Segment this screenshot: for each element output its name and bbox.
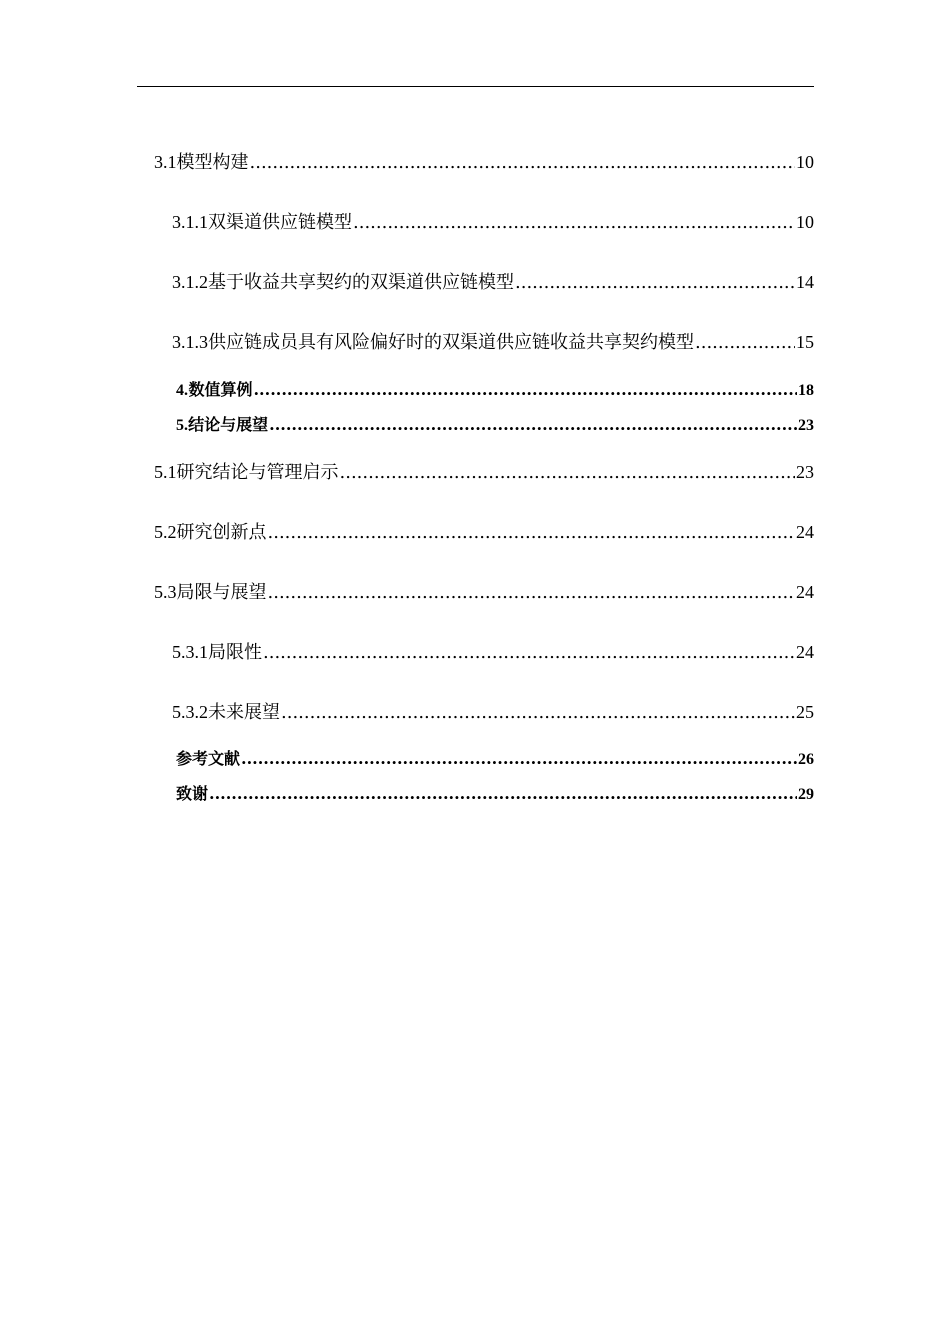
toc-entry-title: 研究创新点 [176, 522, 267, 543]
toc-dot-leader [241, 749, 797, 768]
toc-entry-title: 双渠道供应链模型 [208, 212, 352, 233]
toc-entry-page: 29 [798, 786, 814, 803]
toc-dot-leader [353, 212, 795, 233]
toc-dot-leader [515, 272, 795, 293]
toc-entry-page: 24 [796, 642, 814, 662]
header-rule [137, 86, 814, 87]
toc-entry-number: 3.1.3 [172, 332, 208, 352]
toc-entry-page: 24 [796, 582, 814, 602]
toc-dot-leader [695, 332, 795, 353]
toc-entry-5-2[interactable] [0, 518, 814, 544]
toc-entry-title: 局限与展望 [176, 582, 267, 603]
toc-entry-title: 结论与展望 [188, 415, 269, 434]
toc-entry-page: 14 [796, 272, 814, 292]
toc-dot-leader [269, 415, 797, 434]
toc-dot-leader [268, 582, 796, 603]
toc-entry-4[interactable] [0, 377, 814, 400]
toc-dot-leader [281, 702, 795, 723]
toc-entry-number: 5. [176, 417, 188, 434]
toc-entry-title: 模型构建 [176, 152, 249, 173]
toc-entry-5-3-1[interactable] [0, 638, 814, 664]
toc-entry-page: 23 [798, 417, 814, 434]
toc-entry-5-3[interactable] [0, 578, 814, 604]
toc-entry-page: 10 [796, 152, 814, 172]
toc-entry-title: 数值算例 [188, 380, 253, 399]
toc-entry-number: 3.1 [154, 152, 177, 172]
toc-entry-title: 未来展望 [208, 702, 280, 723]
toc-entry-3-1-1[interactable] [0, 208, 814, 234]
toc-entry-3-1-2[interactable] [0, 268, 814, 294]
toc-entry-number: 5.3 [154, 582, 177, 602]
toc-entry-acknowledgements[interactable] [0, 781, 814, 804]
toc-entry-number: 3.1.1 [172, 212, 208, 232]
toc-entry-references[interactable] [0, 746, 814, 769]
toc-entry-page: 15 [796, 332, 814, 352]
toc-entry-3-1[interactable] [0, 148, 814, 174]
toc-entry-5-3-2[interactable] [0, 698, 814, 724]
toc-dot-leader [263, 642, 795, 663]
toc-entry-title: 研究结论与管理启示 [176, 462, 339, 483]
toc-entry-title: 参考文献 [176, 749, 241, 768]
toc-entry-title: 致谢 [176, 784, 209, 803]
toc-entry-title: 局限性 [208, 642, 262, 663]
toc-dot-leader [209, 784, 797, 803]
toc-entry-5[interactable] [0, 412, 814, 435]
toc-entry-title: 供应链成员具有风险偏好时的双渠道供应链收益共享契约模型 [208, 332, 694, 353]
toc-entry-number: 5.3.2 [172, 702, 208, 722]
toc-dot-leader [253, 380, 797, 399]
toc-dot-leader [250, 152, 796, 173]
toc-entry-number: 5.2 [154, 522, 177, 542]
toc-dot-leader [340, 462, 796, 483]
toc-entry-number: 5.1 [154, 462, 177, 482]
toc-entry-5-1[interactable] [0, 458, 814, 484]
toc-entry-3-1-3[interactable] [0, 328, 814, 354]
toc-entry-page: 26 [798, 751, 814, 768]
toc-entry-page: 10 [796, 212, 814, 232]
toc-entry-page: 23 [796, 462, 814, 482]
toc-dot-leader [268, 522, 796, 543]
toc-entry-page: 25 [796, 702, 814, 722]
toc-entry-number: 5.3.1 [172, 642, 208, 662]
toc-entry-page: 24 [796, 522, 814, 542]
toc-entry-number: 3.1.2 [172, 272, 208, 292]
toc-entry-number: 4. [176, 382, 188, 399]
toc-entry-page: 18 [798, 382, 814, 399]
toc-entry-title: 基于收益共享契约的双渠道供应链模型 [208, 272, 514, 293]
